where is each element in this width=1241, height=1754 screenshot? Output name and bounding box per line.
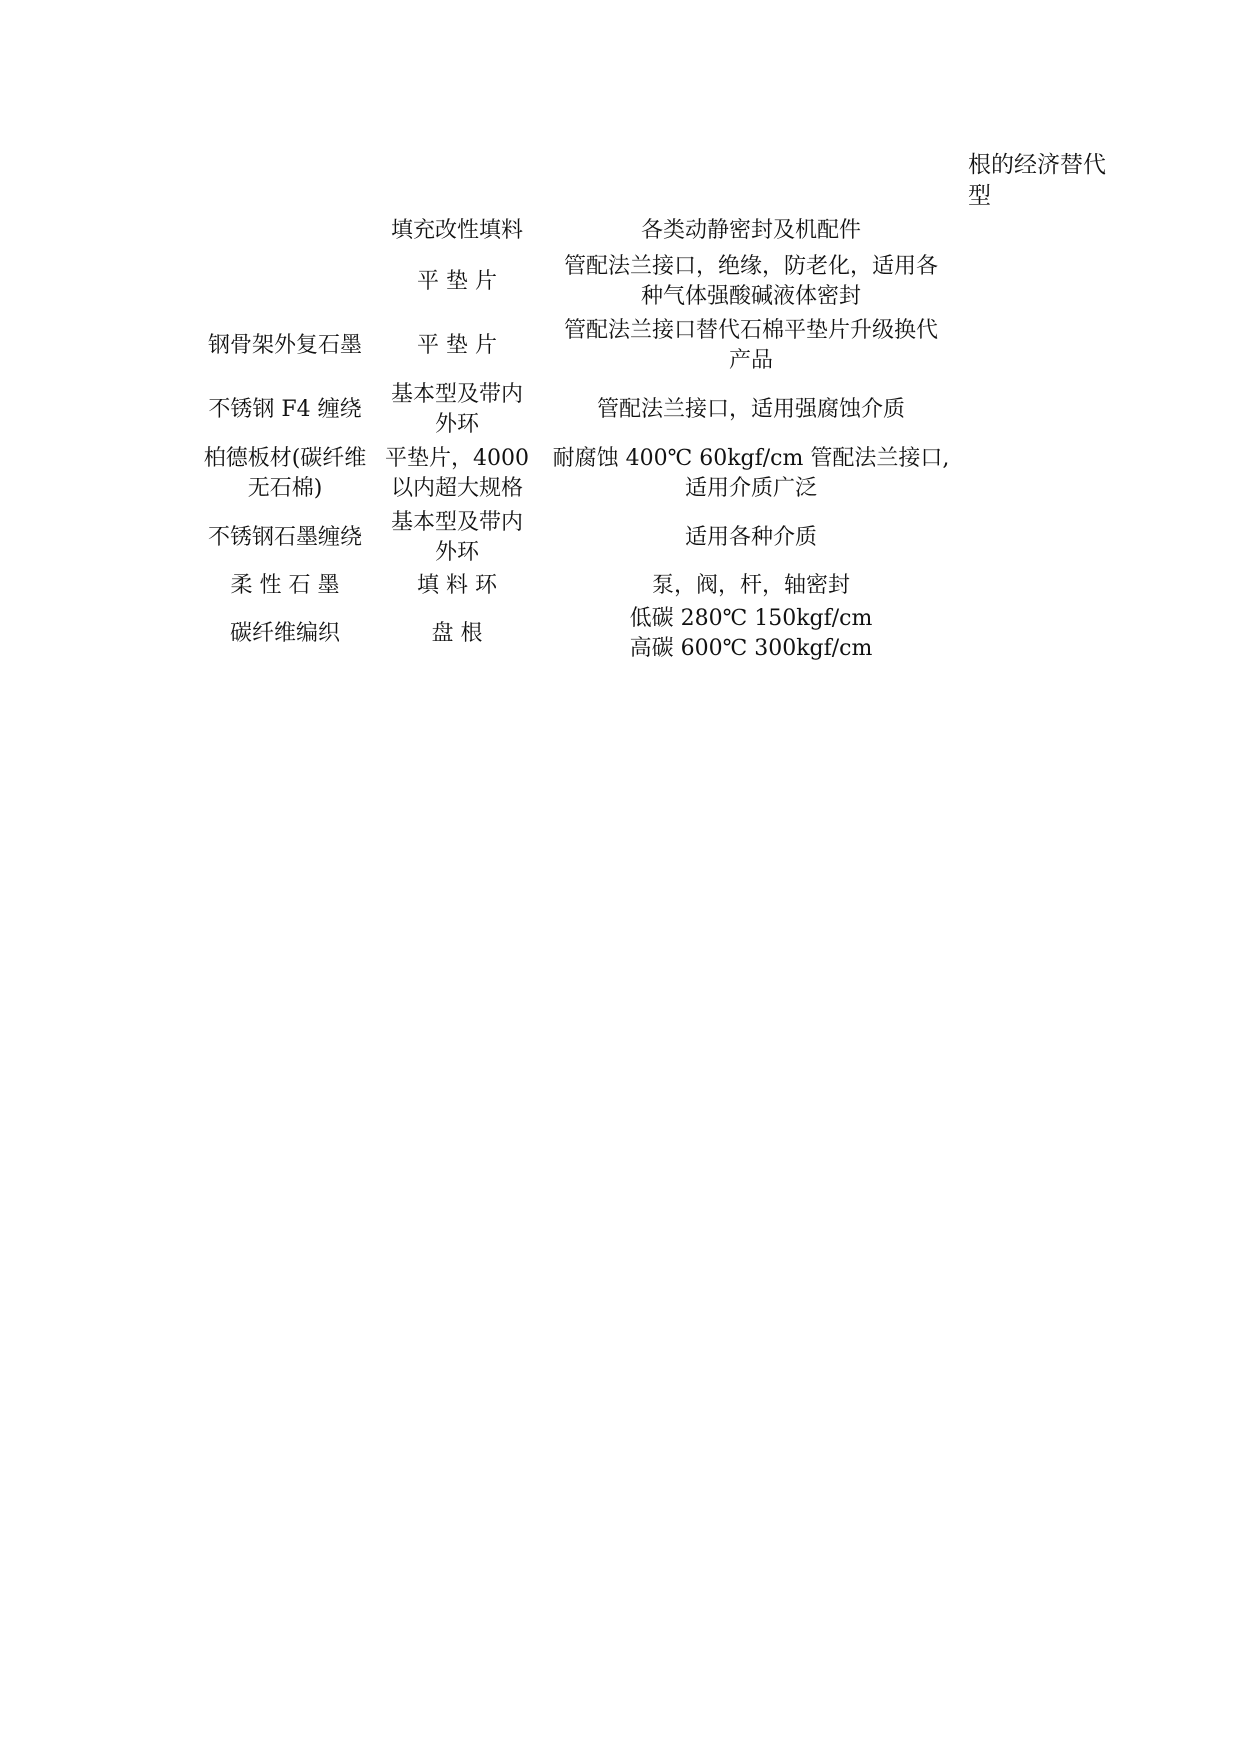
usage-cell <box>532 602 970 666</box>
type-cell <box>382 442 532 506</box>
usage-line: 适用各种介质 <box>684 525 817 550</box>
usage-line: 适用介质广泛 <box>684 476 817 501</box>
type-line: 平垫片，4000 <box>385 446 529 471</box>
usage-line: 低碳 280℃ 150kgf/cm <box>629 606 873 631</box>
type-line: 外环 <box>434 540 479 565</box>
usage-cell <box>532 442 970 506</box>
usage-cell <box>532 314 970 378</box>
table-row <box>188 442 970 506</box>
material-cell: 钢骨架外复石墨 <box>207 333 362 358</box>
material-line: 柏德板材(碳纤维 <box>203 446 367 471</box>
overflow-text-line: 型 <box>968 183 991 209</box>
type-cell <box>382 378 532 442</box>
type-cell: 平 垫 片 <box>417 333 497 358</box>
product-spec-table <box>188 212 970 666</box>
material-line: 无石棉) <box>247 476 323 501</box>
usage-cell <box>532 506 970 570</box>
usage-line: 管配法兰接口替代石棉平垫片升级换代 <box>563 318 938 343</box>
type-line: 外环 <box>434 412 479 437</box>
usage-line: 泵，阀，杆，轴密封 <box>651 573 850 598</box>
type-cell: 填充改性填料 <box>390 218 523 243</box>
usage-line: 各类动静密封及机配件 <box>640 218 861 243</box>
material-cell <box>188 250 382 314</box>
type-line: 以内超大规格 <box>390 476 523 501</box>
table-row <box>188 212 970 250</box>
usage-line: 管配法兰接口，适用强腐蚀介质 <box>596 397 905 422</box>
overflow-text-line: 根的经济替代 <box>968 152 1106 178</box>
type-cell: 盘 根 <box>431 621 483 646</box>
table-row <box>188 570 970 602</box>
type-cell: 填 料 环 <box>417 573 497 598</box>
table-row <box>188 250 970 314</box>
usage-cell <box>532 570 970 602</box>
material-cell: 柔 性 石 墨 <box>230 573 340 598</box>
usage-line: 产品 <box>728 348 773 373</box>
usage-line: 种气体强酸碱液体密封 <box>640 284 861 309</box>
table-row <box>188 602 970 666</box>
material-cell: 碳纤维编织 <box>229 621 340 646</box>
usage-line: 高碳 600℃ 300kgf/cm <box>629 636 873 661</box>
type-line: 基本型及带内 <box>390 510 523 535</box>
usage-line: 管配法兰接口，绝缘，防老化，适用各 <box>563 254 938 279</box>
usage-line: 耐腐蚀 400℃ 60kgf/cm 管配法兰接口, <box>552 446 950 471</box>
type-cell: 平 垫 片 <box>417 269 497 294</box>
type-cell <box>382 506 532 570</box>
overflow-text-block <box>968 150 1128 212</box>
table-row <box>188 506 970 570</box>
material-cell: 不锈钢石墨缠绕 <box>207 525 362 550</box>
usage-cell <box>532 250 970 314</box>
usage-cell <box>532 378 970 442</box>
material-cell <box>188 212 382 250</box>
material-cell <box>188 442 382 506</box>
type-line: 基本型及带内 <box>390 382 523 407</box>
usage-cell <box>532 212 970 250</box>
material-cell: 不锈钢 F4 缠绕 <box>208 397 362 422</box>
table-row <box>188 378 970 442</box>
table-row <box>188 314 970 378</box>
